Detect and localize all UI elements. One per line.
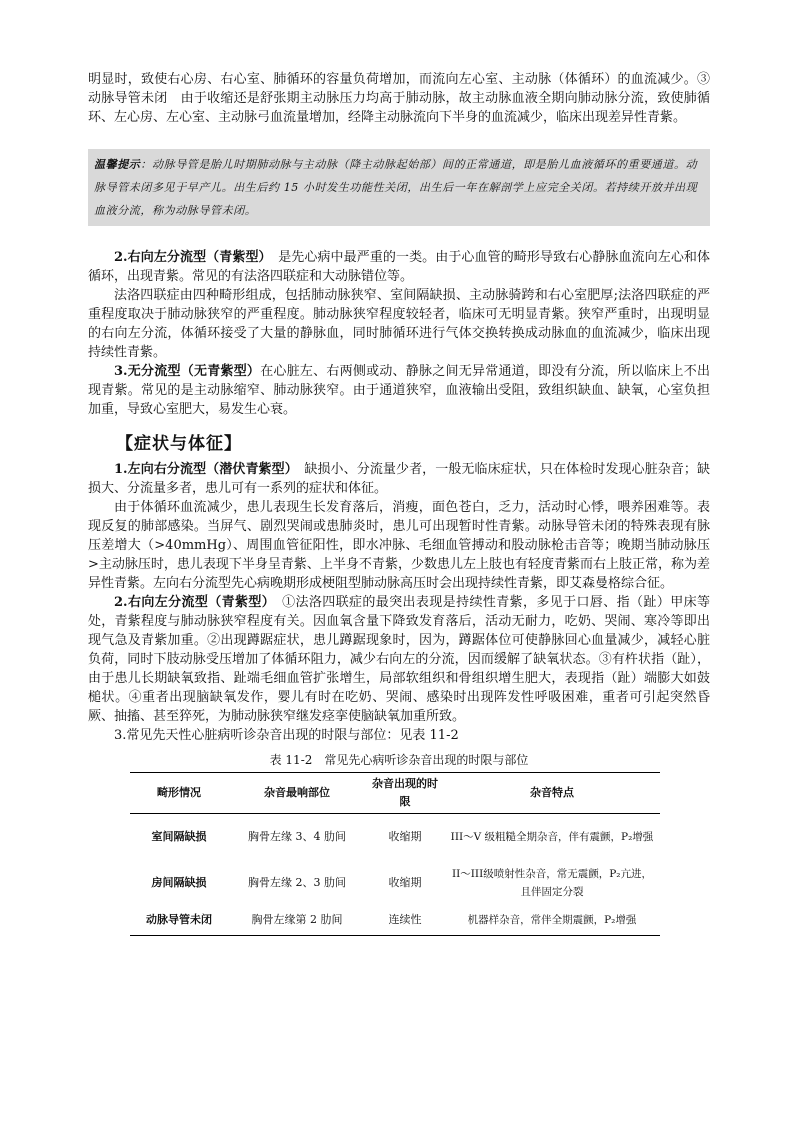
table-cell: 收缩期 [388, 875, 422, 889]
symptom-1-title: 1.左向右分流型（潜伏青紫型） [114, 462, 292, 477]
table-cell: 动脉导管未闭 [146, 913, 212, 927]
symptom-3-line: 3.常见先天性心脏病听诊杂音出现的时限与部位：见表 11-2 [114, 728, 459, 743]
symptom-1-paragraph [88, 460, 710, 498]
table-cell: 收缩期 [388, 829, 422, 843]
table-row [130, 860, 660, 906]
symptom-2-paragraph [88, 593, 710, 726]
table-header-row [130, 773, 660, 814]
murmur-table [130, 772, 660, 936]
tip-box [88, 149, 710, 226]
table-header-cell: 杂音出现的时限 [372, 777, 438, 808]
table-cell: 胸骨左缘第 2 肋间 [251, 913, 343, 927]
symptom-2-title: 2.右向左分流型（青紫型） [114, 595, 269, 610]
table-cell: 房间隔缺损 [151, 875, 207, 889]
table-cell: 室间隔缺损 [151, 829, 207, 843]
intro-paragraph: 明显时，致使右心房、右心室、肺循环的容量负荷增加，而流向左心室、主动脉（体循环）的血流减少。③动脉导管未闭 由于收缩还是舒张期主动脉压力均高于肺动脉，故主动脉血液全期向肺动脉分流，致使肺循环、左心房、左心室、主动脉弓血流量增加，经降主动脉流向下半身的血流减少，临床出现差异性青紫。 [88, 72, 710, 125]
tip-lead: 温馨提示 [94, 158, 141, 171]
table-header-cell: 畸形情况 [157, 786, 201, 799]
table-cell: III～V 级粗糙全期杂音，伴有震颤，P₂增强 [450, 830, 654, 843]
tip-text: ：动脉导管是胎儿时期肺动脉与主动脉（降主动脉起始部）间的正常通道，即是胎儿血液循环的重要通道。动脉导管未闭多见于早产儿。出生后约 15 小时发生功能性关闭，出生后一年在解剖学上应完全关闭。若持续开放并出现血液分流，称为动脉导管未闭。 [94, 158, 698, 217]
symptom-1-detail: 由于体循环血流减少，患儿表现生长发育落后，消瘦，面色苍白，乏力，活动时心悸，喂养困难等。表现反复的肺部感染。当屏气、剧烈哭闹或患肺炎时，患儿可出现暂时性青紫。动脉导管未闭的特殊表现有脉压差增大（>40mmHg）、周围血管征阳性，即水冲脉、毛细血管搏动和股动脉枪击音等；晚期当肺动脉压>主动脉压时，患儿表现下半身呈青紫、上半身不青紫，少数患儿左上肢也有轻度青紫而右上肢正常，称为差异性青紫。左向右分流型先心病晚期形成梗阻型肺动脉高压时会出现持续性青紫，即艾森曼格综合征。 [88, 500, 710, 591]
table-cell: 机器样杂音，常伴全期震颤，P₂增强 [467, 914, 637, 927]
section-2-title: 2.右向左分流型（青紫型） [114, 250, 266, 265]
table-row [130, 906, 660, 936]
table-cell: 胸骨左缘 3、4 肋间 [248, 829, 346, 843]
section-3-paragraph [88, 362, 710, 419]
section-3-title: 3.无分流型（无青紫型） [114, 364, 261, 379]
table-cell: 连续性 [388, 913, 422, 927]
section-2-text: 是先心病中最严重的一类。由于心血管的畸形导致右心静脉血流向左心和体循环，出现青紫。常见的有法洛四联症和大动脉错位等。 [88, 250, 710, 284]
table-cell: II～III级喷射性杂音，常无震颤，P₂亢进，且伴固定分裂 [451, 867, 652, 898]
table-cell: 胸骨左缘 2、3 肋间 [248, 875, 346, 889]
table-header-cell: 杂音特点 [530, 786, 574, 799]
symptom-2-text: ①法洛四联症的最突出表现是持续性青紫，多见于口唇、指（趾）甲床等处，青紫程度与肺动脉狭窄程度有关。因血氧含量下降致发育落后，活动无耐力，吃奶、哭闹、寒冷等即出现气急及青紫加重。②出现蹲踞症状，患儿蹲踞现象时，因为，蹲踞体位可使静脉回心血量减少，减轻心脏负荷，同时下肢动脉受压增加了体循环阻力，减少右向左的分流，因而缓解了缺氧状态。③有杵状指（趾），由于患儿长期缺氧致指、趾端毛细血管扩张增生，局部软组织和骨组织增生肥大，表现指（趾）端膨大如鼓槌状。④重者出现脑缺氧发作，婴儿有时在吃奶、哭闹、感染时出现阵发性呼吸困难，重者可引起突然昏厥、抽搐、甚至猝死，为肺动脉狭窄继发痉挛使脑缺氧加重所致。 [88, 595, 710, 724]
section-3-text: 在心脏左、右两侧或动、静脉之间无异常通道，即没有分流，所以临床上不出现青紫。常见的是主动脉缩窄、肺动脉狭窄。由于通道狭窄，血液输出受阻，致组织缺血、缺氧，心室负担加重，导致心室肥大，易发生心衰。 [88, 364, 710, 417]
table-row [130, 814, 660, 860]
table-header-cell: 杂音最响部位 [264, 786, 330, 799]
section-2-paragraph [88, 248, 710, 286]
symptom-1-text: 缺损小、分流量少者，一般无临床症状，只在体检时发现心脏杂音；缺损大、分流量多者，患儿可有一系列的症状和体征。 [88, 462, 710, 496]
symptoms-heading: 【症状与体征】 [116, 434, 242, 454]
tetralogy-paragraph: 法洛四联症由四种畸形组成，包括肺动脉狭窄、室间隔缺损、主动脉骑跨和右心室肥厚;法洛四联症的严重程度取决于肺动脉狭窄的严重程度。肺动脉狭窄程度较轻者，临床可无明显青紫。狭窄严重时，出现明显的右向左分流，体循环接受了大量的静脉血，同时肺循环进行气体交换转换成动脉血的血流减少，临床出现持续性青紫。 [88, 288, 710, 360]
table-caption: 表 11-2 常见先心病听诊杂音出现的时限与部位 [269, 753, 529, 767]
document-page [88, 70, 710, 936]
